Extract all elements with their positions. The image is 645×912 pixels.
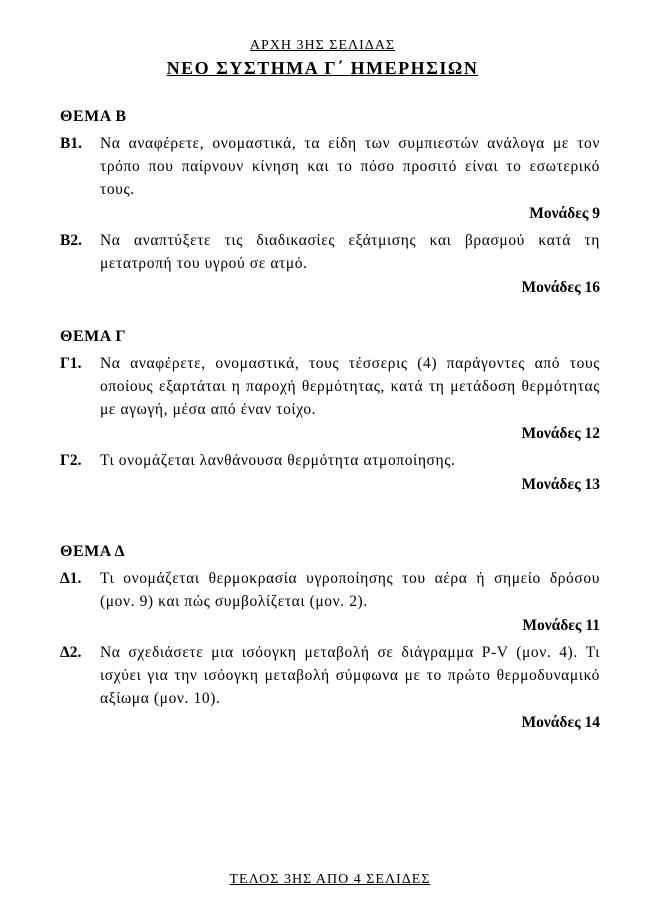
question-text: Να αναφέρετε, ονομαστικά, τα είδη των συμπιεστών ανάλογα με τον τρόπο που παίρνουν κίνηση και το πόσο προσιτό είναι το εσωτερικό τους.	[100, 135, 600, 198]
section-theme-g	[60, 328, 600, 500]
question-g1	[60, 352, 600, 421]
question-label: Δ1.	[60, 570, 82, 587]
question-label: Γ1.	[60, 355, 82, 372]
question-text: Τι ονομάζεται λανθάνουσα θερμότητα ατμοποίησης.	[100, 452, 456, 469]
marks-label: Μονάδες 16	[521, 279, 600, 296]
question-b1	[60, 132, 600, 201]
page-footer: ΤΕΛΟΣ 3ΗΣ ΑΠΟ 4 ΣΕΛΙΔΕΣ	[229, 872, 431, 887]
question-text: Τι ονομάζεται θερμοκρασία υγροποίησης του αέρα ή σημείο δρόσου (μον. 9) και πώς συμβολίζεται (μον. 2).	[100, 570, 600, 610]
section-title: ΘΕΜΑ Γ	[60, 328, 127, 345]
marks-label: Μονάδες 14	[521, 714, 600, 731]
question-label: Β2.	[60, 232, 82, 249]
page-title: ΝΕΟ ΣΥΣΤΗΜΑ Γ΄ ΗΜΕΡΗΣΙΩΝ	[166, 58, 479, 78]
section-title: ΘΕΜΑ Β	[60, 108, 127, 125]
marks-label: Μονάδες 12	[521, 425, 600, 442]
question-label: Β1.	[60, 135, 82, 152]
marks-label: Μονάδες 13	[521, 476, 600, 493]
section-theme-d	[60, 543, 600, 738]
question-text: Να αναπτύξετε τις διαδικασίες εξάτμισης και βρασμού κατά τη μετατροπή του υγρού σε ατμό.	[100, 232, 600, 272]
question-b2	[60, 229, 600, 275]
question-text: Να σχεδιάσετε μια ισόογκη μεταβολή σε διάγραμμα P-V (μον. 4). Τι ισχύει για την ισόογκη μεταβολή σύμφωνα με το πρώτο θερμοδυναμικό αξίωμα (μον. 10).	[100, 644, 600, 707]
section-theme-b	[60, 108, 600, 303]
question-label: Γ2.	[60, 452, 82, 469]
question-label: Δ2.	[60, 644, 82, 661]
question-d2	[60, 641, 600, 710]
section-title: ΘΕΜΑ Δ	[60, 543, 126, 560]
marks-label: Μονάδες 9	[529, 205, 600, 222]
question-text: Να αναφέρετε, ονομαστικά, τους τέσσερις (4) παράγοντες από τους οποίους εξαρτάται η παροχή θερμότητας, κατά τη μετάδοση θερμότητας με αγωγή, μέσα από έναν τοίχο.	[100, 355, 600, 418]
question-d1	[60, 567, 600, 613]
marks-label: Μονάδες 11	[522, 617, 600, 634]
page-header-line: ΑΡΧΗ 3ΗΣ ΣΕΛΙΔΑΣ	[249, 38, 396, 53]
question-g2	[60, 449, 600, 472]
